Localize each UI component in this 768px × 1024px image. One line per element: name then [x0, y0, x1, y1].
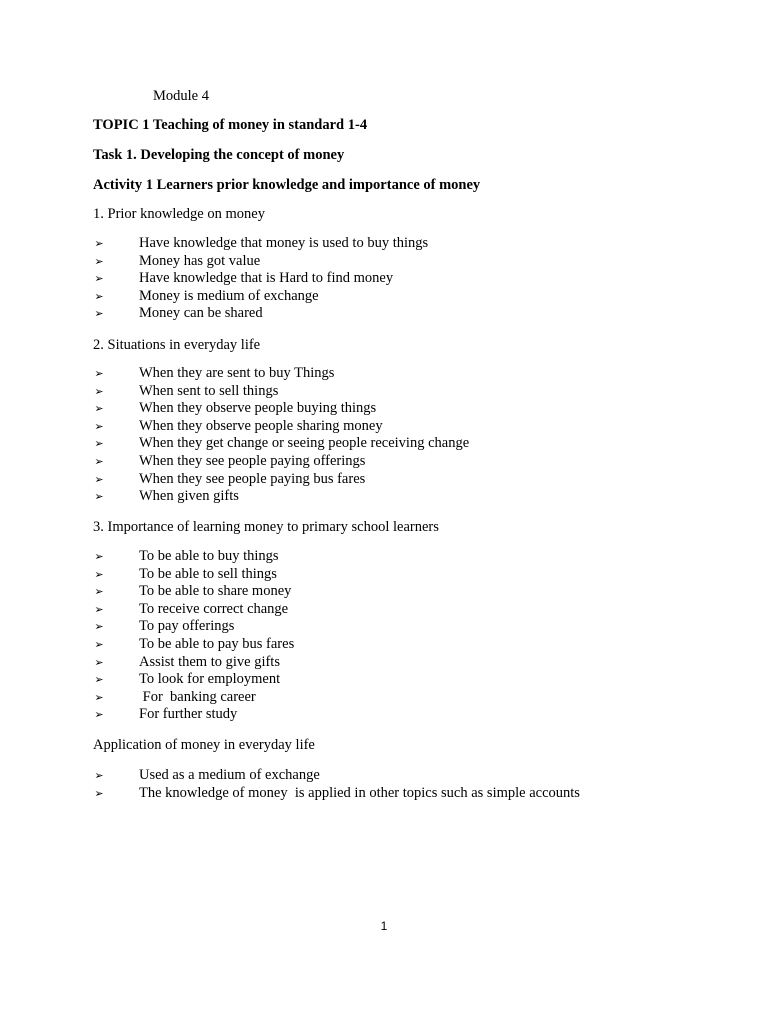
- page-number: 1: [380, 919, 388, 933]
- arrow-bullet-icon: ➢: [94, 637, 104, 651]
- arrow-bullet-icon: ➢: [94, 673, 104, 687]
- arrow-bullet-icon: ➢: [94, 254, 104, 268]
- arrow-bullet-icon: ➢: [94, 708, 104, 722]
- task-heading: Task 1. Developing the concept of money: [93, 147, 345, 163]
- module-label: Module 4: [153, 88, 209, 104]
- arrow-bullet-icon: ➢: [94, 454, 104, 468]
- arrow-bullet-icon: ➢: [94, 567, 104, 581]
- arrow-bullet-icon: ➢: [94, 384, 104, 398]
- arrow-bullet-icon: ➢: [94, 602, 104, 616]
- arrow-bullet-icon: ➢: [94, 769, 104, 782]
- arrow-bullet-icon: ➢: [94, 237, 104, 250]
- activity-heading: Activity 1 Learners prior knowledge and importance of money: [93, 177, 481, 193]
- arrow-bullet-icon: ➢: [94, 620, 104, 634]
- arrow-bullet-icon: ➢: [94, 402, 104, 416]
- arrow-bullet-icon: ➢: [94, 655, 104, 669]
- arrow-bullet-icon: ➢: [94, 437, 104, 451]
- document-page: Module 4 TOPIC 1 Teaching of money in standard 1-4 Task 1. Developing the concept of money Activity 1 Learners prior knowledge and importance of money 1. Prior knowledge on money ➢ Have knowledge that money is used to buy things ➢ Money has got value ➢ Have knowledge that is Hard to find money ➢ Money is medium of exchange ➢ Money can be shared 2. Situations in everyday life ➢ When they are sent to buy Things ➢ When sent to sell things ➢ When they observe people buying things ➢ When they observe people sharing money ➢ When they get change or seeing people receiving change ➢ When they see people paying offerings ➢ When they see people paying bus fares ➢ When given gifts 3. Importance of learning money to primary school learners ➢ To be able to buy things ➢ To be able to sell things ➢ To be able to share money ➢ To receive correct change ➢ To pay offerings ➢ To be able to pay bus fares ➢ Assist them to give gifts ➢ To look for employment ➢ For banking career ➢ For further study Application of money in everyday life ➢ Used as a medium of exchange ➢ The knowledge of money is applied in other topics such as simple accounts 1: [0, 0, 768, 1024]
- arrow-bullet-icon: ➢: [94, 419, 104, 433]
- arrow-bullet-icon: ➢: [94, 367, 104, 380]
- arrow-bullet-icon: ➢: [94, 690, 104, 704]
- section-heading-prior-knowledge: 1. Prior knowledge on money: [93, 206, 265, 222]
- arrow-bullet-icon: ➢: [94, 490, 104, 504]
- arrow-bullet-icon: ➢: [94, 585, 104, 599]
- arrow-bullet-icon: ➢: [94, 472, 104, 486]
- topic-heading: TOPIC 1 Teaching of money in standard 1-4: [93, 117, 368, 133]
- section-heading-importance: 3. Importance of learning money to primary school learners: [93, 519, 439, 535]
- arrow-bullet-icon: ➢: [94, 786, 104, 800]
- arrow-bullet-icon: ➢: [94, 307, 104, 321]
- arrow-bullet-icon: ➢: [94, 289, 104, 303]
- arrow-bullet-icon: ➢: [94, 272, 104, 286]
- arrow-bullet-icon: ➢: [94, 550, 104, 563]
- section-heading-application: Application of money in everyday life: [93, 737, 315, 753]
- section-heading-situations: 2. Situations in everyday life: [93, 337, 261, 353]
